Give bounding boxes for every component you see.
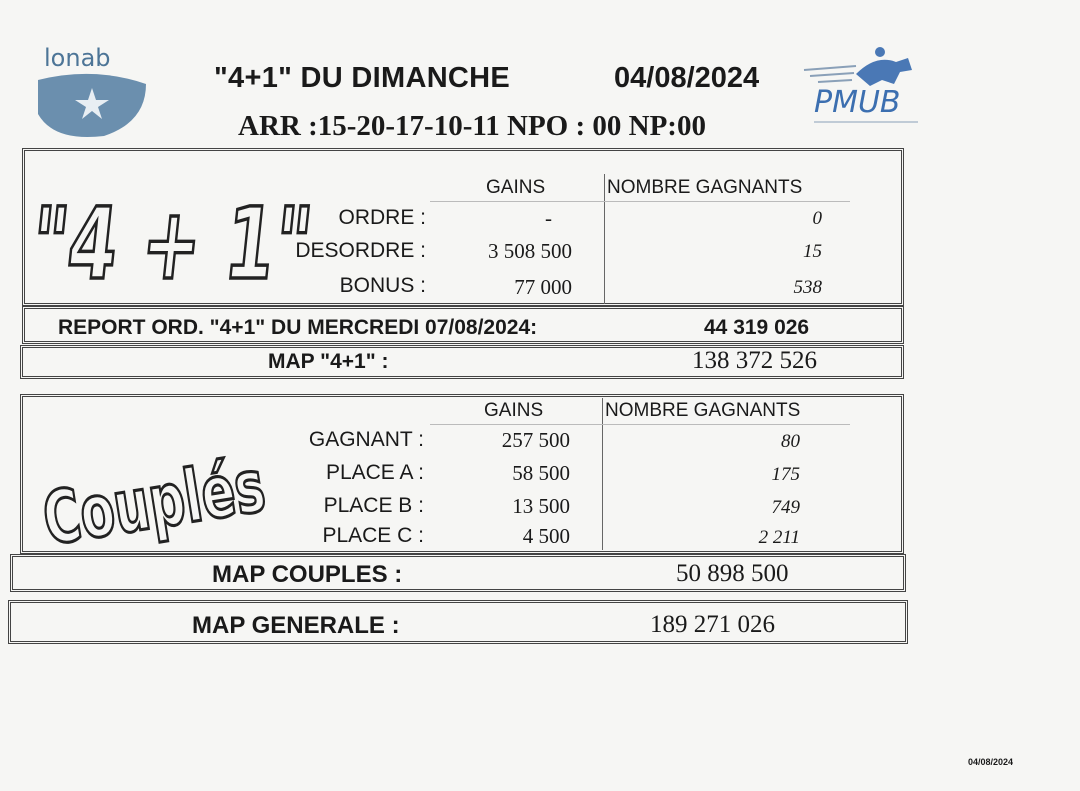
- gains-column-header: GAINS: [486, 177, 546, 198]
- header-rule: [430, 201, 850, 202]
- winners-desordre: 15: [803, 241, 822, 262]
- row-label-ordre: ORDRE :: [338, 206, 426, 229]
- gain-gagnant: 257 500: [501, 428, 570, 452]
- logo-couples-text: Couplés: [37, 442, 271, 562]
- lonab-logo: [34, 44, 152, 142]
- row-label-desordre: DESORDRE :: [295, 239, 426, 262]
- winners-ordre: 0: [812, 208, 822, 229]
- draw-date: 04/08/2024: [614, 62, 760, 94]
- gains-column-header: GAINS: [484, 400, 544, 421]
- logo-4plus1-text: "4 + 1": [25, 187, 318, 302]
- map-4plus1-value: 138 372 526: [692, 347, 817, 374]
- winners-place-b: 749: [771, 497, 800, 518]
- gain-desordre: 3 508 500: [488, 239, 572, 263]
- row-label-place-a: PLACE A :: [325, 461, 424, 484]
- winners-column-header: NOMBRE GAGNANTS: [607, 177, 803, 198]
- logo-couples: [36, 424, 271, 562]
- column-divider: [602, 398, 603, 550]
- gain-place-b: 13 500: [512, 494, 570, 518]
- row-label-gagnant: GAGNANT :: [308, 428, 424, 451]
- arrival-line: ARR :15-20-17-10-11 NPO : 00 NP:00: [238, 110, 706, 142]
- column-divider: [604, 174, 605, 304]
- pmub-logo-text: PMUB: [814, 85, 901, 120]
- winners-column-header: NOMBRE GAGNANTS: [605, 400, 801, 421]
- footer-date: 04/08/2024: [968, 757, 1014, 767]
- map-4plus1-label: MAP "4+1" :: [268, 350, 389, 373]
- winners-bonus: 538: [793, 277, 822, 298]
- report-value: 44 319 026: [704, 316, 810, 339]
- gain-bonus: 77 000: [514, 275, 572, 299]
- row-label-place-b: PLACE B :: [323, 494, 424, 517]
- winners-gagnant: 80: [781, 431, 800, 452]
- logo-4plus1: [25, 172, 318, 302]
- lonab-logo-text: lonab: [44, 44, 111, 72]
- winners-place-a: 175: [771, 464, 800, 485]
- map-couples-value: 50 898 500: [676, 560, 789, 587]
- winners-place-c: 2 211: [758, 527, 800, 548]
- pmub-logo: [796, 40, 926, 132]
- gain-place-a: 58 500: [512, 461, 570, 485]
- header-rule: [430, 424, 850, 425]
- gain-ordre: -: [545, 206, 552, 230]
- map-generale-value: 189 271 026: [650, 611, 775, 638]
- report-label: REPORT ORD. "4+1" DU MERCREDI 07/08/2024:: [58, 316, 538, 339]
- gain-place-c: 4 500: [522, 524, 570, 548]
- map-generale-label: MAP GENERALE :: [192, 612, 400, 639]
- page-title: "4+1" DU DIMANCHE: [214, 62, 511, 94]
- row-label-bonus: BONUS :: [339, 274, 426, 297]
- row-label-place-c: PLACE C :: [322, 524, 424, 547]
- map-couples-label: MAP COUPLES :: [212, 561, 403, 588]
